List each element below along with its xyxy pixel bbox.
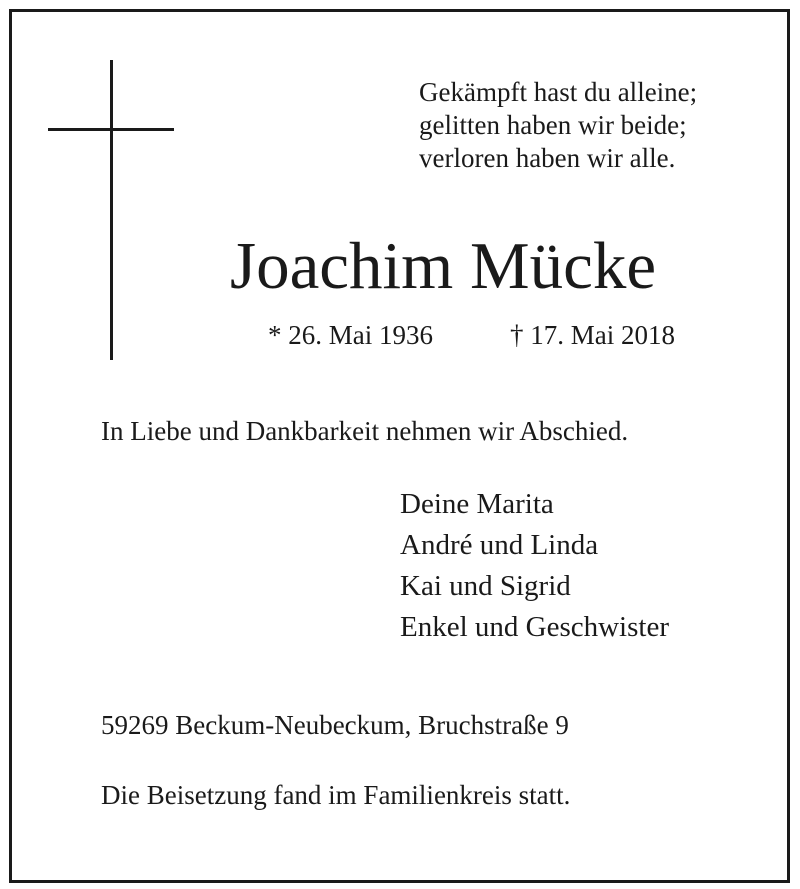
motto-line: gelitten haben wir beide; — [419, 110, 687, 140]
cross-vertical-bar — [110, 60, 113, 360]
mourner-item: André und Linda — [400, 529, 599, 561]
mourner-item: Deine Marita — [400, 488, 554, 520]
birth-date: * 26. Mai 1936 — [268, 320, 433, 350]
mourners-list — [400, 484, 669, 648]
mourner-item: Kai und Sigrid — [400, 570, 571, 602]
death-date: † 17. Mai 2018 — [510, 320, 675, 350]
cross-horizontal-bar — [48, 128, 174, 131]
motto-line: verloren haben wir alle. — [419, 143, 676, 173]
burial-note: Die Beisetzung fand im Familienkreis statt. — [101, 780, 571, 810]
motto-line: Gekämpft hast du alleine; — [419, 77, 698, 107]
motto-verse — [419, 76, 697, 175]
deceased-name: Joachim Mücke — [230, 229, 657, 303]
address-line: 59269 Beckum-Neubeckum, Bruchstraße 9 — [101, 710, 569, 740]
mourner-item: Enkel und Geschwister — [400, 611, 669, 643]
farewell-text: In Liebe und Dankbarkeit nehmen wir Abschied. — [101, 416, 629, 446]
